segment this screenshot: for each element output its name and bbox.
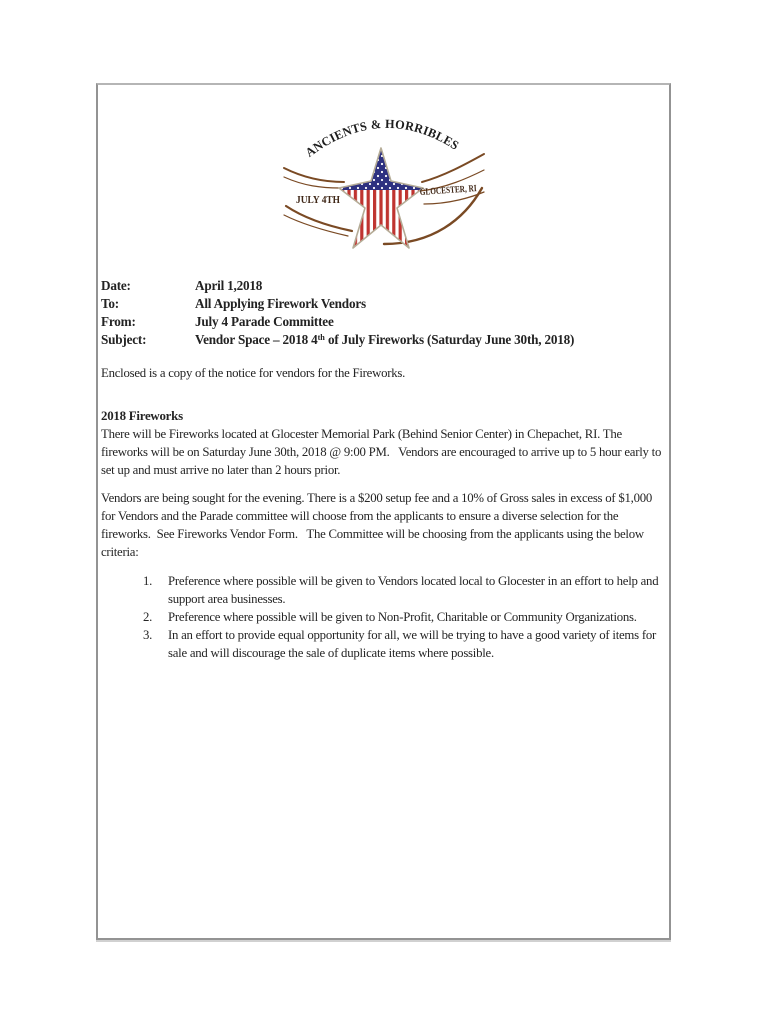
ancients-horribles-logo	[284, 98, 494, 256]
list-item	[101, 572, 664, 608]
list-item	[101, 626, 664, 662]
memo-to-row	[101, 295, 665, 313]
memo-to-value: All Applying Firework Vendors	[195, 296, 366, 311]
memo-date-row	[101, 277, 665, 295]
list-item-number: 3.	[143, 628, 153, 642]
section-heading-2018-fireworks: 2018 Fireworks	[101, 409, 183, 423]
memo-subject-value: Vendor Space – 2018 4th of July Fireworks (Saturday June 30th, 2018)	[195, 332, 575, 347]
memo-from-row	[101, 313, 665, 331]
logo-arc-title: ANCIENTS & HORRIBLES	[302, 116, 462, 160]
list-item-text: Preference where possible will be given to Non-Profit, Charitable or Community Organizations.	[168, 610, 637, 624]
logo-glocester-ri-label: GLOCESTER, RI	[419, 182, 494, 198]
criteria-list	[101, 572, 664, 662]
list-item-text: Preference where possible will be given to Vendors located local to Glocester in an effort to help and support area businesses.	[168, 574, 659, 606]
list-item-number: 2.	[143, 610, 153, 624]
memo-header	[101, 277, 665, 351]
fireworks-details-paragraph: There will be Fireworks located at Glocester Memorial Park (Behind Senior Center) in Chepachet, RI. The fireworks will be on Saturday June 30th, 2018 @ 9:00 PM. Vendors are encouraged to arrive up to 5 hour early to set up and must arrive no later than 2 hours prior.	[101, 427, 662, 477]
memo-date-label: Date:	[101, 278, 131, 293]
memo-subject-label: Subject:	[101, 332, 147, 347]
list-item	[101, 608, 664, 626]
logo-july-4th-label: JULY 4TH	[295, 195, 340, 206]
parade-logo-graphic	[284, 98, 494, 256]
memo-to-label: To:	[101, 296, 119, 311]
intro-paragraph: Enclosed is a copy of the notice for vendors for the Fireworks.	[101, 366, 406, 380]
list-item-text: In an effort to provide equal opportunity for all, we will be trying to have a good variety of items for sale and will discourage the sale of duplicate items where possible.	[168, 628, 656, 660]
ordinal-superscript: th	[317, 332, 325, 342]
memo-date-value: April 1,2018	[195, 278, 263, 293]
memo-subject-row	[101, 331, 665, 351]
memo-from-value: July 4 Parade Committee	[195, 314, 334, 329]
vendor-terms-paragraph: Vendors are being sought for the evening. There is a $200 setup fee and a 10% of Gross sales in excess of $1,000 for Vendors and the Parade committee will choose from the applicants to ensure a diverse selection for the fireworks. See Fireworks Vendor Form. The Committee will be choosing from the applicants using the below criteria:	[101, 491, 653, 559]
memo-from-label: From:	[101, 314, 136, 329]
list-item-number: 1.	[143, 574, 153, 588]
document-page	[96, 83, 671, 940]
